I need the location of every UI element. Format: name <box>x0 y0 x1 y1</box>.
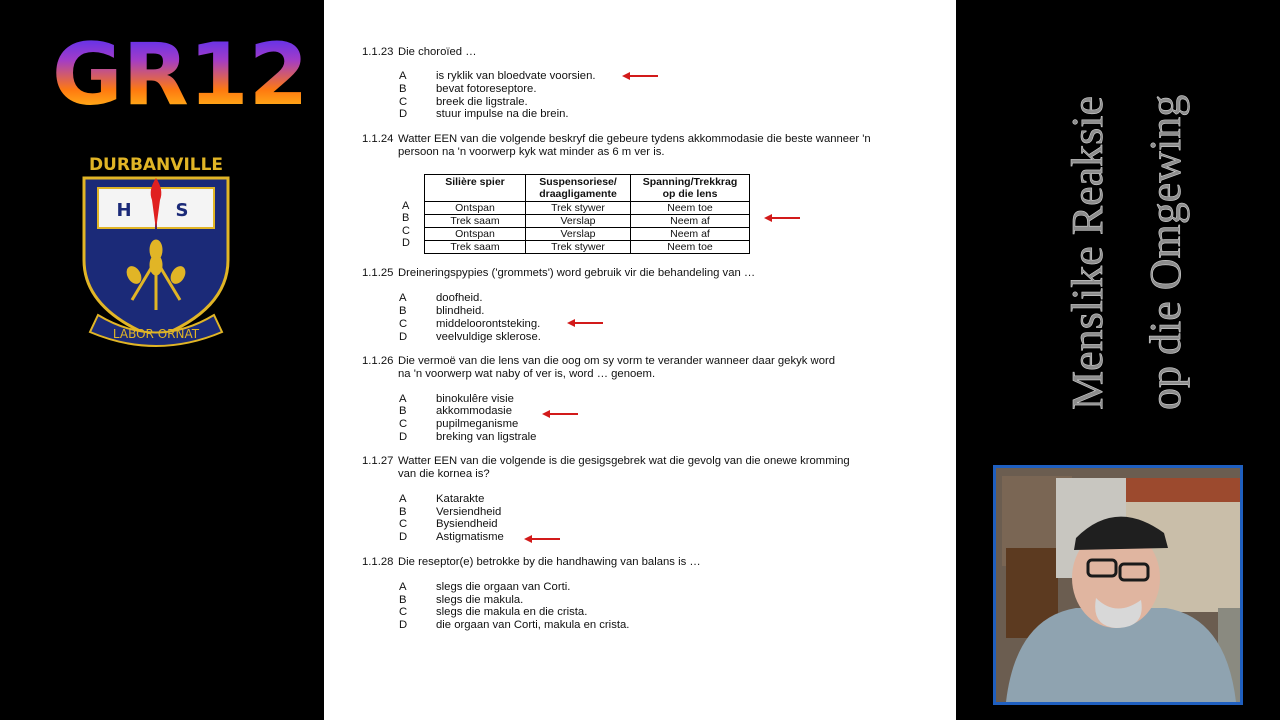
question-1-1-23 <box>362 46 477 59</box>
accommodation-table <box>424 174 750 254</box>
option-row: A doofheid. <box>399 292 483 304</box>
option-row: B blindheid. <box>399 305 485 317</box>
option-row: D veelvuldige sklerose. <box>399 331 541 343</box>
question-1-1-26 <box>362 355 835 381</box>
gr12-text: GR12 <box>52 25 309 125</box>
crest-letter-s: S <box>175 200 189 221</box>
question-number: 1.1.26 <box>362 355 394 367</box>
gr12-logo <box>40 22 309 125</box>
option-row: D breking van ligstrale <box>399 431 537 443</box>
table-header: Suspensoriese/ draagligamente <box>526 175 631 202</box>
option-row: D die orgaan van Corti, makula en crista. <box>399 619 630 631</box>
red-arrow-icon <box>540 409 580 419</box>
question-text: Watter EEN van die volgende beskryf die gebeure tydens akkommodasie die beste wanneer 'n <box>398 133 871 145</box>
question-text-line2: persoon na 'n voorwerp kyk wat minder as 6 m ver is. <box>398 146 665 158</box>
table-row: Trek saam Trek stywer Neem toe <box>425 241 750 254</box>
table-header: Spanning/Trekkrag op die lens <box>631 175 750 202</box>
crest-letter-h: H <box>116 200 132 221</box>
school-crest <box>72 150 240 350</box>
option-row: B akkommodasie <box>399 405 512 417</box>
question-1-1-24 <box>362 133 871 159</box>
option-row: A is ryklik van bloedvate voorsien. <box>399 70 596 82</box>
option-row: C Bysiendheid <box>399 518 498 530</box>
side-title-line2: op die Omgewing <box>1141 94 1190 410</box>
table-row: Ontspan Trek stywer Neem toe <box>425 202 750 215</box>
question-number: 1.1.23 <box>362 46 394 58</box>
webcam-image <box>996 468 1240 702</box>
question-number: 1.1.25 <box>362 267 394 279</box>
crest-school-name: DURBANVILLE <box>88 155 224 175</box>
option-row: B slegs die makula. <box>399 594 524 606</box>
option-row: C breek die ligstrale. <box>399 96 528 108</box>
webcam-feed <box>993 465 1243 705</box>
table-row: Ontspan Verslap Neem af <box>425 228 750 241</box>
side-title-line1: Menslike Reaksie <box>1063 95 1112 410</box>
option-row: B Versiendheid <box>399 506 502 518</box>
option-row: C slegs die makula en die crista. <box>399 606 588 618</box>
question-text: Die reseptor(e) betrokke by die handhawing van balans is … <box>398 556 701 568</box>
question-number: 1.1.28 <box>362 556 394 568</box>
question-number: 1.1.27 <box>362 455 394 467</box>
red-arrow-icon <box>620 71 660 81</box>
question-text: Die vermoë van die lens van die oog om sy vorm te verander wanneer daar gekyk word <box>398 355 836 367</box>
option-row: D stuur impulse na die brein. <box>399 108 569 120</box>
red-arrow-icon <box>522 534 562 544</box>
option-row: D Astigmatisme <box>399 531 504 543</box>
option-row: A Katarakte <box>399 493 485 505</box>
question-text: Die choroïed … <box>398 46 477 58</box>
red-arrow-icon <box>762 213 802 223</box>
question-number: 1.1.24 <box>362 133 394 145</box>
table-row: Trek saam Verslap Neem af <box>425 215 750 228</box>
left-panel <box>0 0 324 720</box>
red-arrow-icon <box>565 318 605 328</box>
question-text-line2: van die kornea is? <box>398 468 490 480</box>
side-title <box>1040 20 1190 420</box>
question-text-line2: na 'n voorwerp wat naby of ver is, word … genoem. <box>398 368 656 380</box>
option-row: B bevat fotoreseptore. <box>399 83 537 95</box>
option-row: A binokulêre visie <box>399 393 514 405</box>
question-1-1-25 <box>362 267 755 280</box>
table-row-letters: A B C D <box>402 200 410 250</box>
option-row: C pupilmeganisme <box>399 418 519 430</box>
document-page <box>324 0 956 720</box>
option-row: A slegs die orgaan van Corti. <box>399 581 571 593</box>
table-header: Silière spier <box>425 175 526 202</box>
question-1-1-27 <box>362 455 850 481</box>
question-1-1-28 <box>362 556 701 569</box>
question-text: Watter EEN van die volgende is die gesigsgebrek wat die gevolg van die onewe kromming <box>398 455 850 467</box>
question-text: Dreineringspypies ('grommets') word gebruik vir die behandeling van … <box>398 267 756 279</box>
crest-motto: LABOR ORNAT <box>112 327 200 341</box>
option-row: C middeloorontsteking. <box>399 318 541 330</box>
